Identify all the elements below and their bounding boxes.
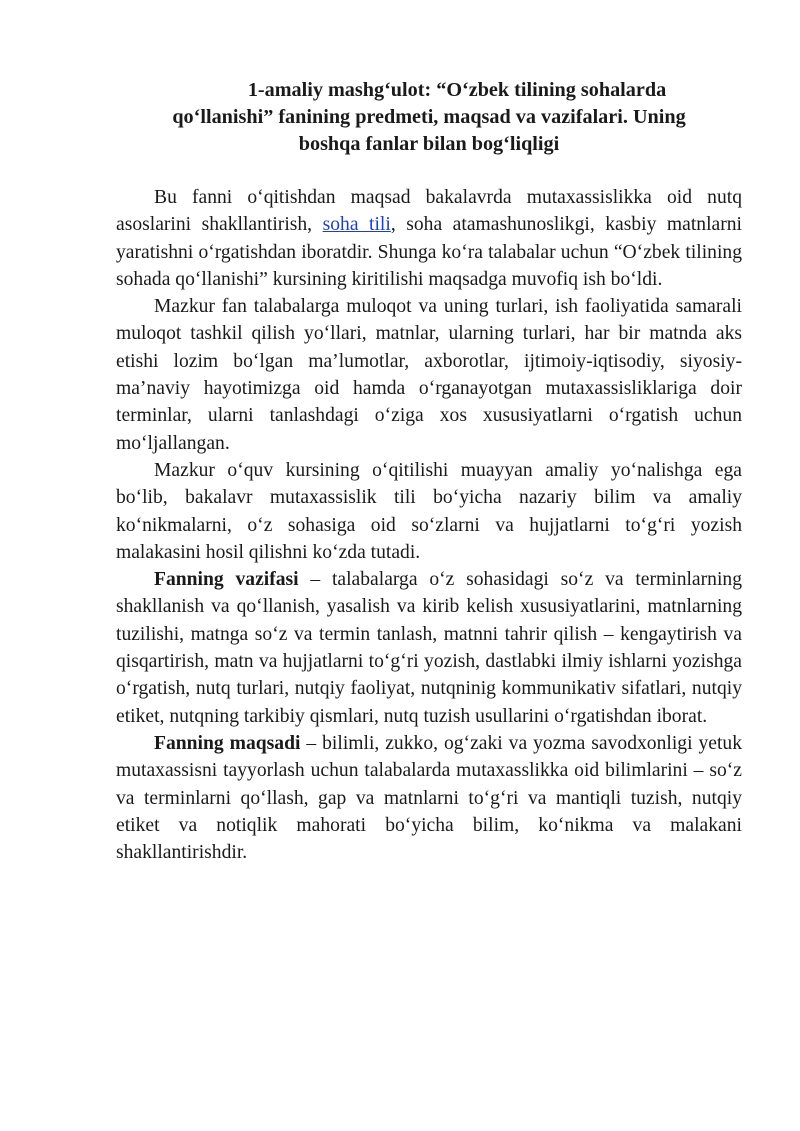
goal-text: – bilimli, zukko, og‘zaki va yozma savodxonligi yetuk mutaxassisni tayyorlash uchun talabalarda mutaxasslikka oid bilimlarini – so‘z va terminlarni qo‘llash, gap va matnlarni to‘g‘ri va mantiqli tuzish, nutqiy etiket va notiqlik mahorati bo‘yicha bilim, ko‘nikma va malakani shakllantirishdir.: [116, 732, 742, 864]
soha-tili-link[interactable]: soha tili: [322, 214, 391, 236]
paragraph-tasks: [116, 566, 742, 730]
document-title: [116, 77, 742, 158]
paragraph-purpose: [116, 184, 742, 293]
paragraph-course-description: Mazkur fan talabalarga muloqot va uning turlari, ish faoliyatida samarali muloqot tashkil qilish yo‘llari, matnlar, ularning turlari, har bir matnda aks etishi lozim bo‘lgan ma’lumotlar, axborotlar, ijtimoiy-iqtisodiy, siyosiy-ma’naviy hayotimizga oid hamda o‘rganayotgan mutaxassisliklariga doir terminlar, ularni tanlashdagi o‘ziga xos xususiyatlarni o‘rgatish uchun mo‘ljallangan.: [116, 296, 742, 454]
tasks-text: – talabalarga o‘z sohasidagi so‘z va terminlarning shakllanish va qo‘llanish, yasalish va kirib kelish xususiyatlarini, matnlarning tuzilishi, matnga so‘z va termin tanlash, matnni tahrir qilish – kengaytirish va qisqartirish, matn va hujjatlarni to‘g‘ri yozish, dastlabki ilmiy ishlarni yozishga o‘rgatish, nutq turlari, nutqiy faoliyat, nutqninig kommunikativ sifatlari, nutqiy etiket, nutqning tarkibiy qismlari, nutq tuzish usullarini o‘rgatishdan iborat.: [116, 569, 742, 727]
title-line-3: boshqa fanlar bilan bog‘liqligi: [298, 133, 560, 155]
paragraph-goal: [116, 730, 742, 866]
title-line-2: qo‘llanishi” fanining predmeti, maqsad va vazifalari. Uning: [172, 106, 686, 128]
paragraph-text: , soha atamashunoslikgi, kasbiy matnlarni yaratishni o‘rgatishdan iboratdir. Shunga ko‘ra talabalar uchun “O‘zbek tilining sohada qo‘llanishi” kursining kiritilishi maqsadga muvofiq ish bo‘ldi.: [116, 214, 742, 290]
title-line-1: 1-amaliy mashg‘ulot: “O‘zbek tilining sohalarda: [247, 79, 667, 101]
paragraph-text: Bu fanni o‘qitishdan maqsad bakalavrda mutaxassislikka oid nutq asoslarini shakllantirish,: [116, 187, 742, 236]
paragraph-course-practice: Mazkur o‘quv kursining o‘qitilishi muayyan amaliy yo‘nalishga ega bo‘lib, bakalavr mutaxassislik tili bo‘yicha nazariy bilim va amaliy ko‘nikmalarni, o‘z sohasiga oid so‘zlarni va hujjatlarni to‘g‘ri yozish malakasini hosil qilishni ko‘zda tutadi.: [116, 459, 742, 563]
document-body: [116, 77, 742, 866]
tasks-heading: Fanning vazifasi: [154, 569, 299, 591]
goal-heading: Fanning maqsadi: [154, 732, 301, 754]
